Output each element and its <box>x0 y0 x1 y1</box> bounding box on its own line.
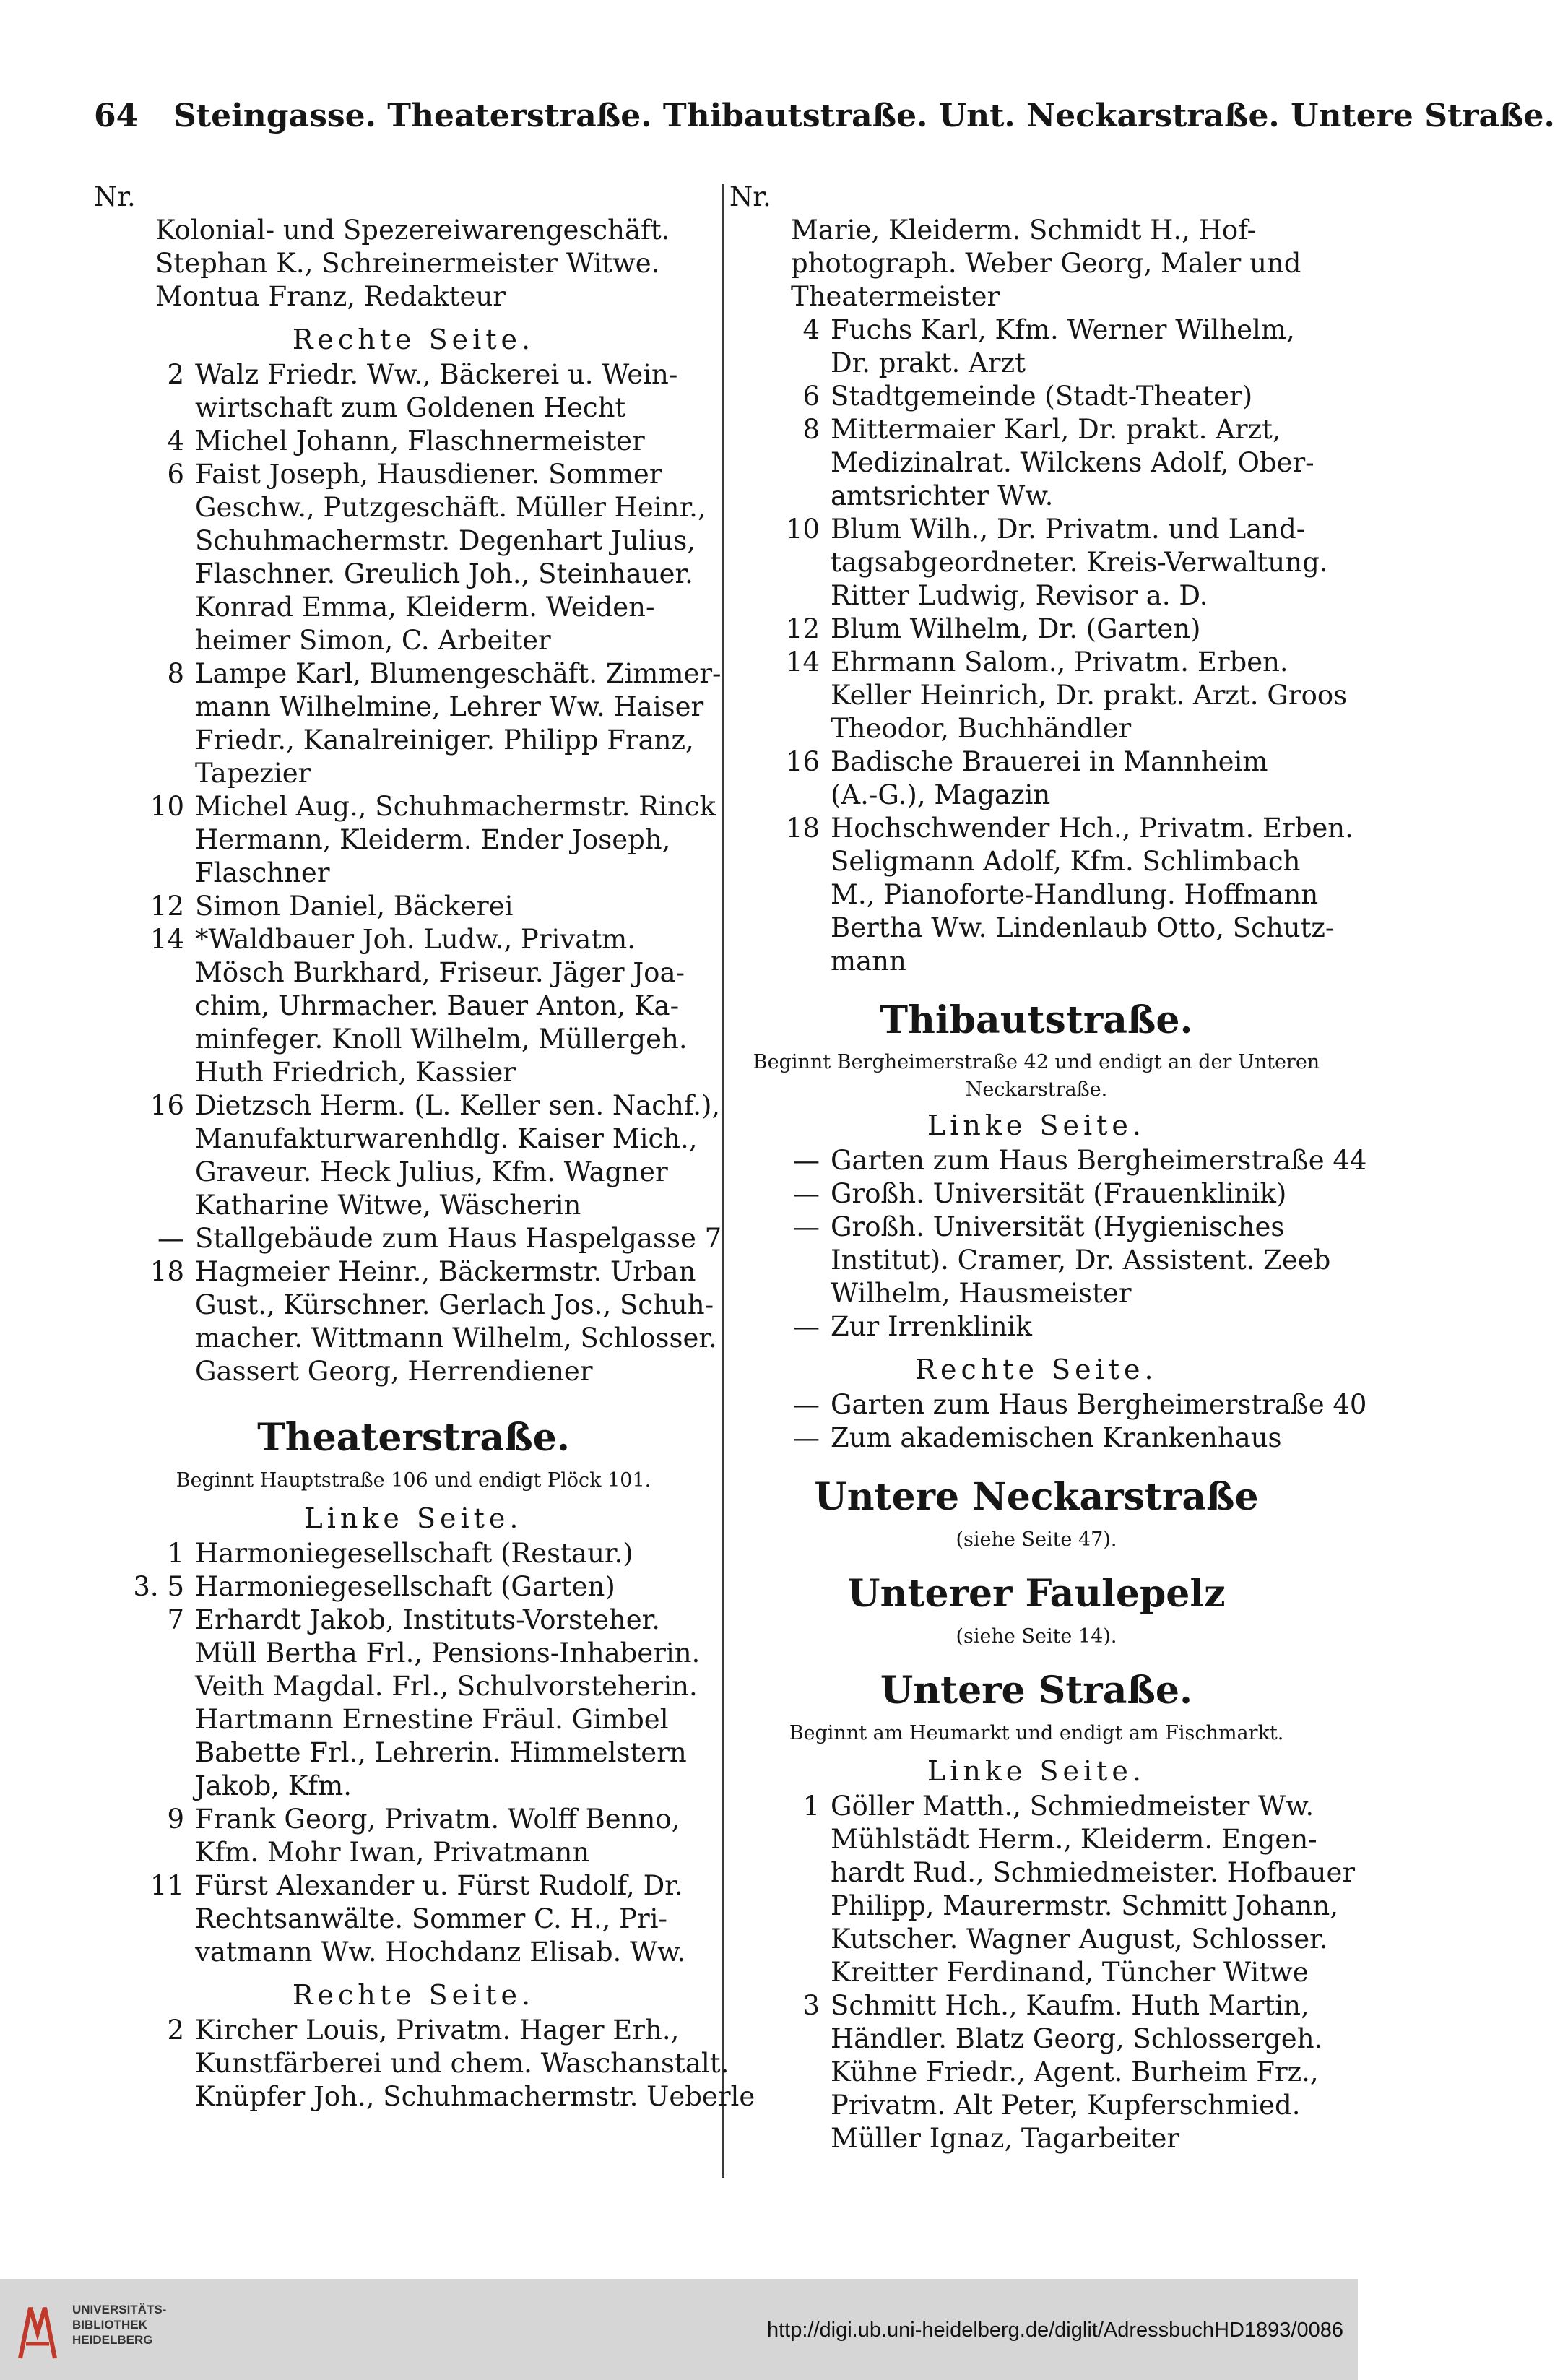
street-title: Untere Neckarstraße <box>814 1475 1259 1519</box>
entry-text: Philipp, Maurermstr. Schmitt Johann, <box>831 1890 1338 1921</box>
entry-text: Zur Irrenklinik <box>831 1311 1032 1342</box>
house-number: 14 <box>785 646 820 678</box>
street-title: Theaterstraße. <box>257 1416 570 1460</box>
entry-text: Hagmeier Heinr., Bäckermstr. Urban <box>195 1256 696 1287</box>
address-entry <box>729 1310 1343 1343</box>
address-entry <box>94 1222 733 1255</box>
address-entry-continuation <box>729 2056 1343 2089</box>
entry-text: hardt Rud., Schmiedmeister. Hofbauer <box>831 1857 1356 1888</box>
spacer <box>94 313 733 321</box>
entry-text: Michel Johann, Flaschnermeister <box>195 425 645 456</box>
address-entry <box>729 380 1343 413</box>
entry-text: Seligmann Adolf, Kfm. Schlimbach <box>831 846 1301 877</box>
address-entry <box>729 1177 1343 1211</box>
entry-text: chim, Uhrmacher. Bauer Anton, Ka- <box>195 990 680 1021</box>
entry-text: Ritter Ludwig, Revisor a. D. <box>831 580 1208 611</box>
spacer <box>729 1455 1343 1469</box>
street-note: Beginnt am Heumarkt und endigt am Fischmarkt. <box>789 1722 1284 1744</box>
line-text: Marie, Kleiderm. Schmidt H., Hof- <box>791 215 1257 246</box>
entry-text: Schmitt Hch., Kaufm. Huth Martin, <box>831 1990 1309 2021</box>
address-entry-continuation <box>94 1637 733 1670</box>
house-number: 10 <box>150 791 184 822</box>
address-entry <box>94 1537 733 1570</box>
address-entry-continuation <box>94 524 733 558</box>
entry-text: Veith Magdal. Frl., Schulvorsteherin. <box>195 1671 698 1702</box>
entry-text: macher. Wittmann Wilhelm, Schlosser. <box>195 1323 717 1354</box>
house-number: 8 <box>802 414 820 445</box>
text-line <box>729 247 1343 280</box>
entry-text: Bertha Ww. Lindenlaub Otto, Schutz- <box>831 912 1335 943</box>
entry-text: Harmoniegesellschaft (Garten) <box>195 1571 615 1602</box>
address-entry <box>94 1089 733 1122</box>
entry-text: Kreitter Ferdinand, Tüncher Witwe <box>831 1957 1309 1988</box>
line-text: Montua Franz, Redakteur <box>155 281 506 312</box>
entry-text: Knüpfer Joh., Schuhmachermstr. Ueberle <box>195 2081 755 2112</box>
house-number: 6 <box>802 381 820 412</box>
line-text: Nr. <box>94 181 136 212</box>
entry-text: Schuhmachermstr. Degenhart Julius, <box>195 525 696 556</box>
entry-text: *Waldbauer Joh. Ludw., Privatm. <box>195 924 636 955</box>
address-entry-continuation <box>94 724 733 757</box>
spacer <box>729 978 1343 992</box>
address-entry <box>94 1604 733 1637</box>
entry-text: Hochschwender Hch., Privatm. Erben. <box>831 813 1353 844</box>
address-entry <box>94 1255 733 1289</box>
entry-text: Manufakturwarenhdlg. Kaiser Mich., <box>195 1123 698 1154</box>
address-entry-continuation <box>729 1923 1343 1956</box>
address-entry-continuation <box>94 691 733 724</box>
address-entry <box>94 657 733 691</box>
entry-text: mann <box>831 945 906 977</box>
library-name <box>72 2302 166 2347</box>
entry-text: Erhardt Jakob, Instituts-Vorsteher. <box>195 1604 661 1635</box>
address-entry <box>729 1144 1367 1177</box>
entry-text: amtsrichter Ww. <box>831 480 1054 511</box>
address-entry <box>729 745 1343 779</box>
entry-text: Kutscher. Wagner August, Schlosser. <box>831 1924 1328 1955</box>
address-entry <box>729 513 1343 546</box>
address-entry-continuation <box>94 1156 733 1189</box>
address-entry-continuation <box>94 491 733 524</box>
entry-text: Kircher Louis, Privatm. Hager Erh., <box>195 2015 680 2046</box>
entry-text: minfeger. Knoll Wilhelm, Müllergeh. <box>195 1024 688 1055</box>
street-note: (siehe Seite 14). <box>956 1625 1117 1648</box>
address-entry-continuation <box>729 712 1343 745</box>
entry-text: Institut). Cramer, Dr. Assistent. Zeeb <box>831 1245 1331 1276</box>
entry-text: Babette Frl., Lehrerin. Himmelstern <box>195 1737 687 1768</box>
address-entry <box>94 425 733 458</box>
address-entry-continuation <box>729 2122 1343 2155</box>
text-line <box>94 280 733 313</box>
address-entry-continuation <box>94 857 733 890</box>
address-entry-continuation <box>94 956 733 990</box>
address-entry-continuation <box>94 558 733 591</box>
house-number: 12 <box>150 891 184 922</box>
entry-text: heimer Simon, C. Arbeiter <box>195 625 551 656</box>
entry-text: Medizinalrat. Wilckens Adolf, Ober- <box>831 447 1314 478</box>
entry-text: Flaschner. Greulich Joh., Steinhauer. <box>195 558 693 589</box>
address-entry-continuation <box>729 579 1343 613</box>
house-number: 1 <box>167 1538 184 1569</box>
house-number: — <box>157 1223 184 1254</box>
text-line <box>94 214 733 247</box>
address-entry-continuation <box>729 679 1348 712</box>
entry-text: Gust., Kürschner. Gerlach Jos., Schuh- <box>195 1289 714 1320</box>
address-entry-continuation <box>94 1322 733 1355</box>
address-entry-continuation <box>729 845 1343 878</box>
entry-text: Hermann, Kleiderm. Ender Joseph, <box>195 824 671 855</box>
address-entry-continuation <box>94 624 733 657</box>
address-entry <box>729 1388 1367 1421</box>
house-number: 8 <box>167 658 184 689</box>
side-heading: Rechte Seite. <box>292 324 535 355</box>
house-number: 18 <box>785 813 820 844</box>
entry-text: mann Wilhelmine, Lehrer Ww. Haiser <box>195 691 704 722</box>
house-number: — <box>793 1178 820 1209</box>
spacer <box>94 1388 733 1410</box>
house-number: — <box>793 1311 820 1342</box>
address-entry-continuation <box>94 1703 733 1736</box>
line-text: Kolonial- und Spezereiwarengeschäft. <box>155 215 670 246</box>
address-entry <box>729 1421 1343 1455</box>
address-entry <box>94 358 733 391</box>
address-entry <box>729 646 1343 679</box>
entry-text: Blum Wilh., Dr. Privatm. und Land- <box>831 514 1306 545</box>
street-title: Unterer Faulepelz <box>847 1572 1226 1616</box>
entry-text: Badische Brauerei in Mannheim <box>831 746 1268 777</box>
house-number: 14 <box>150 924 184 955</box>
entry-text: M., Pianoforte-Handlung. Hoffmann <box>831 879 1319 910</box>
text-line <box>94 247 733 280</box>
side-heading: Rechte Seite. <box>915 1354 1158 1385</box>
spacer <box>729 1656 1343 1663</box>
library-name-line: BIBLIOTHEK <box>72 2318 147 2332</box>
house-number: — <box>793 1422 820 1453</box>
address-entry <box>729 613 1343 646</box>
street-note: Beginnt Bergheimerstraße 42 und endigt an der Unteren Neckarstraße. <box>753 1051 1320 1101</box>
address-entry-continuation <box>94 1056 733 1089</box>
entry-text: Zum akademischen Krankenhaus <box>831 1422 1282 1453</box>
house-number: 3. 5 <box>133 1571 184 1602</box>
entry-text: Kfm. Mohr Iwan, Privatmann <box>195 1837 590 1868</box>
house-number: 11 <box>150 1870 184 1901</box>
entry-text: Theodor, Buchhändler <box>831 713 1132 744</box>
address-entry-continuation <box>94 2047 733 2080</box>
address-entry <box>729 413 1343 446</box>
side-heading: Linke Seite. <box>927 1755 1145 1787</box>
address-entry-continuation <box>729 912 1343 945</box>
address-entry <box>94 458 733 491</box>
library-name-line: HEIDELBERG <box>72 2333 153 2347</box>
footer-bar <box>0 2279 1358 2380</box>
house-number: 16 <box>785 746 820 777</box>
entry-text: Hartmann Ernestine Fräul. Gimbel <box>195 1704 669 1735</box>
entry-text: Frank Georg, Privatm. Wolff Benno, <box>195 1804 680 1835</box>
address-entry-continuation <box>729 2022 1343 2056</box>
address-entry-continuation <box>94 1736 733 1770</box>
address-entry-continuation <box>94 1355 733 1388</box>
right-column <box>729 181 1367 2155</box>
entry-text: Händler. Blatz Georg, Schlossergeh. <box>831 2023 1323 2054</box>
line-text: Theatermeister <box>791 281 1000 312</box>
entry-text: Friedr., Kanalreiniger. Philipp Franz, <box>195 724 694 756</box>
address-entry-continuation <box>94 757 733 790</box>
entry-text: Kunstfärberei und chem. Waschanstalt. <box>195 2048 729 2079</box>
running-header <box>94 98 1555 141</box>
address-entry-continuation <box>729 779 1343 812</box>
text-line <box>94 181 733 214</box>
line-text: Stephan K., Schreinermeister Witwe. <box>155 248 660 279</box>
address-entry <box>94 1570 733 1604</box>
address-entry <box>94 890 733 923</box>
address-entry-continuation <box>729 1856 1356 1890</box>
entry-text: Geschw., Putzgeschäft. Müller Heinr., <box>195 492 706 523</box>
house-number: 10 <box>785 514 820 545</box>
library-logo-icon <box>16 2293 59 2366</box>
entry-text: Mittermaier Karl, Dr. prakt. Arzt, <box>831 414 1281 445</box>
entry-text: Stallgebäude zum Haus Haspelgasse 7 <box>195 1223 722 1254</box>
address-entry-continuation <box>94 990 733 1023</box>
entry-text: Fürst Alexander u. Fürst Rudolf, Dr. <box>195 1870 683 1901</box>
header-title: Steingasse. Theaterstraße. Thibautstraße. Unt. Neckarstraße. Untere Straße. <box>173 98 1555 134</box>
page-number: 64 <box>94 98 139 134</box>
entry-text: Privatm. Alt Peter, Kupferschmied. <box>831 2090 1301 2121</box>
side-heading: Rechte Seite. <box>292 1979 535 2011</box>
entry-text: (A.-G.), Magazin <box>831 779 1051 810</box>
entry-text: Mühlstädt Herm., Kleiderm. Engen- <box>831 1824 1317 1855</box>
entry-text: Garten zum Haus Bergheimerstraße 40 <box>831 1389 1367 1420</box>
address-entry-continuation <box>729 1823 1343 1856</box>
address-entry-continuation <box>94 2080 755 2113</box>
text-line <box>729 214 1343 247</box>
entry-text: Konrad Emma, Kleiderm. Weiden- <box>195 592 655 623</box>
entry-text: Kühne Friedr., Agent. Burheim Frz., <box>831 2056 1319 2087</box>
entry-text: Keller Heinrich, Dr. prakt. Arzt. Groos <box>831 680 1348 711</box>
house-number: 1 <box>802 1791 820 1822</box>
address-entry <box>729 313 1343 347</box>
entry-text: Flaschner <box>195 857 330 888</box>
house-number: 3 <box>802 1990 820 2021</box>
entry-text: Wilhelm, Hausmeister <box>831 1278 1132 1309</box>
address-entry-continuation <box>729 347 1343 380</box>
entry-text: tagsabgeordneter. Kreis-Verwaltung. <box>831 547 1328 578</box>
entry-text: Katharine Witwe, Wäscherin <box>195 1190 581 1221</box>
entry-text: Mösch Burkhard, Friseur. Jäger Joa- <box>195 957 685 988</box>
spacer <box>729 1559 1343 1566</box>
entry-text: Graveur. Heck Julius, Kfm. Wagner <box>195 1156 668 1187</box>
address-entry <box>729 1790 1343 1823</box>
address-entry-continuation <box>729 1244 1343 1277</box>
side-heading: Linke Seite. <box>304 1502 523 1534</box>
street-note: Beginnt Hauptstraße 106 und endigt Plöck 101. <box>176 1469 651 1492</box>
spacer <box>729 1343 1343 1351</box>
address-entry-continuation <box>94 591 733 624</box>
address-entry-continuation <box>94 1670 733 1703</box>
house-number: 2 <box>167 359 184 390</box>
address-entry-continuation <box>729 1890 1343 1923</box>
house-number: 7 <box>167 1604 184 1635</box>
entry-text: Fuchs Karl, Kfm. Werner Wilhelm, <box>831 314 1295 345</box>
line-text: photograph. Weber Georg, Maler und <box>791 248 1301 279</box>
text-line <box>729 181 1343 214</box>
address-entry-continuation <box>729 480 1343 513</box>
street-title: Thibautstraße. <box>880 998 1193 1042</box>
entry-text: Michel Aug., Schuhmachermstr. Rinck <box>195 791 716 822</box>
address-entry-continuation <box>729 546 1343 579</box>
address-entry <box>729 1989 1343 2022</box>
address-entry-continuation <box>94 1189 733 1222</box>
house-number: 4 <box>167 425 184 456</box>
entry-text: Dietzsch Herm. (L. Keller sen. Nachf.), <box>195 1090 721 1121</box>
address-entry <box>729 1211 1343 1244</box>
address-entry <box>94 2014 733 2047</box>
house-number: — <box>793 1145 820 1176</box>
entry-text: vatmann Ww. Hochdanz Elisab. Ww. <box>195 1937 686 1968</box>
entry-text: Simon Daniel, Bäckerei <box>195 891 514 922</box>
source-url[interactable]: http://digi.ub.uni-heidelberg.de/diglit/AdressbuchHD1893/0086 <box>766 2319 1343 2342</box>
entry-text: Großh. Universität (Frauenklinik) <box>831 1178 1287 1209</box>
house-number: 16 <box>150 1090 184 1121</box>
street-note: (siehe Seite 47). <box>956 1528 1117 1551</box>
entry-text: Blum Wilhelm, Dr. (Garten) <box>831 613 1201 644</box>
line-text: Nr. <box>729 181 771 212</box>
address-entry <box>94 1869 733 1903</box>
text-line <box>729 280 1343 313</box>
address-entry <box>729 812 1353 845</box>
house-number: — <box>793 1211 820 1242</box>
entry-text: Großh. Universität (Hygienisches <box>831 1211 1285 1242</box>
address-entry-continuation <box>729 1956 1343 1989</box>
address-entry-continuation <box>94 1122 733 1156</box>
left-column <box>94 181 755 2113</box>
address-entry-continuation <box>94 823 733 857</box>
address-entry-continuation <box>94 391 733 425</box>
entry-text: Walz Friedr. Ww., Bäckerei u. Wein- <box>195 359 678 390</box>
address-entry-continuation <box>94 1836 733 1869</box>
entry-text: Tapezier <box>195 758 311 789</box>
entry-text: Faist Joseph, Hausdiener. Sommer <box>195 459 662 490</box>
entry-text: Ehrmann Salom., Privatm. Erben. <box>831 646 1288 678</box>
side-heading: Linke Seite. <box>927 1109 1145 1141</box>
house-number: 2 <box>167 2015 184 2046</box>
street-title: Untere Straße. <box>880 1669 1193 1713</box>
entry-text: Müll Bertha Frl., Pensions-Inhaberin. <box>195 1637 701 1669</box>
address-entry-continuation <box>729 2089 1343 2122</box>
entry-text: Müller Ignaz, Tagarbeiter <box>831 2123 1180 2154</box>
entry-text: wirtschaft zum Goldenen Hecht <box>195 392 626 423</box>
address-entry <box>94 1803 733 1836</box>
entry-text: Stadtgemeinde (Stadt-Theater) <box>831 381 1253 412</box>
entry-text: Lampe Karl, Blumengeschäft. Zimmer- <box>195 658 722 689</box>
entry-text: Harmoniegesellschaft (Restaur.) <box>195 1538 633 1569</box>
address-entry-continuation <box>94 1770 733 1803</box>
library-name-line: UNIVERSITÄTS- <box>72 2303 167 2316</box>
address-entry-continuation <box>94 1289 733 1322</box>
house-number: 6 <box>167 459 184 490</box>
address-entry-continuation <box>94 1903 733 1936</box>
entry-text: Huth Friedrich, Kassier <box>195 1057 516 1088</box>
address-entry-continuation <box>94 1023 733 1056</box>
house-number: 18 <box>150 1256 184 1287</box>
address-entry-continuation <box>729 1277 1343 1310</box>
address-entry <box>94 790 733 823</box>
address-entry <box>94 923 733 956</box>
house-number: 4 <box>802 314 820 345</box>
entry-text: Göller Matth., Schmiedmeister Ww. <box>831 1791 1314 1822</box>
address-entry-continuation <box>729 945 1343 978</box>
house-number: 12 <box>785 613 820 644</box>
house-number: — <box>793 1389 820 1420</box>
address-entry-continuation <box>94 1936 733 1969</box>
entry-text: Jakob, Kfm. <box>195 1770 352 1801</box>
spacer <box>94 1969 733 1976</box>
entry-text: Rechtsanwälte. Sommer C. H., Pri- <box>195 1903 668 1934</box>
address-entry-continuation <box>729 878 1343 912</box>
house-number: 9 <box>167 1804 184 1835</box>
entry-text: Gassert Georg, Herrendiener <box>195 1356 593 1387</box>
entry-text: Garten zum Haus Bergheimerstraße 44 <box>831 1145 1367 1176</box>
address-entry-continuation <box>729 446 1343 480</box>
entry-text: Dr. prakt. Arzt <box>831 347 1026 378</box>
